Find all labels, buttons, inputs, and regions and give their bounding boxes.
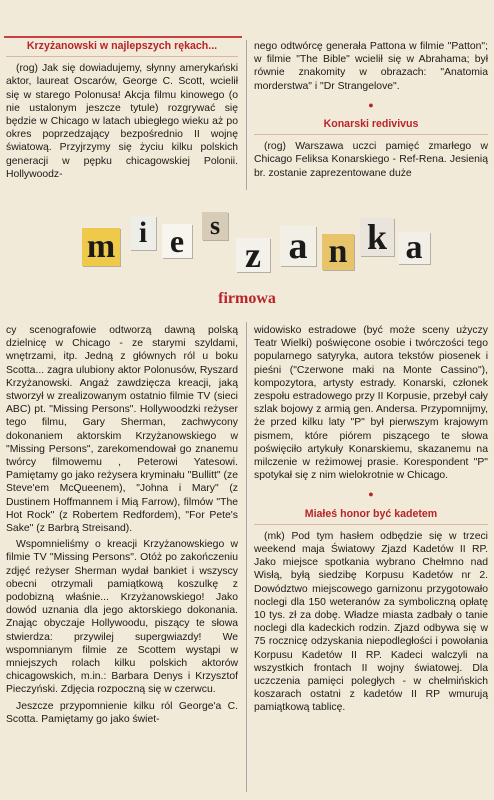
banner-letter-tile: a [280, 226, 316, 266]
column-divider-bottom [246, 322, 247, 792]
banner-letter-tile: m [82, 228, 120, 266]
section-bullet: ● [368, 99, 374, 110]
banner-letter-tile: k [360, 218, 394, 256]
banner-subtitle: firmowa [218, 290, 276, 307]
article-paragraph: cy scenografowie odtworzą dawną polską dzielnicę w Chicago - ze starymi szyldami, wnętrzami, itp. Jedną z głównych ról u boku Scotta... zagra ulubiony aktor Polonusów, Ryszard Krzyżanowski. Angaż zawdzięcza kreacji, jaką stworzył w zrealizowanym ostatnio filmie TV (sieci ABC) pt. "Missing Persons". Hollywoodzki reżyser tego filmu, Gary Sherman, zachwycony dokonaniem aktorskim Krzyżanowskiego w "Missing Persons", zarekomendował go znanemu twórcy filmowemu , Peterowi Yatesowi. Pamiętamy go jako reżysera kryminału "Bullitt" (ze Steve'em McQueenem), "Johna i Mary" (z Dustinem Hoffmannem i Mią Farrow), filmów "The Hot Rock" (z Robertem Redfordem), "For Pete's Sake" (z Barbrą Streisand). [6, 325, 238, 535]
column-divider-top [246, 40, 247, 190]
section-bullet: ● [368, 489, 374, 500]
banner-letter-tile: e [162, 224, 192, 258]
article-paragraph: (mk) Pod tym hasłem odbędzie się w trzeci weekend maja Światowy Zjazd Kadetów II RP. Jako miejsce spotkania wybrano Chełmno nad Wisłą, byłą siedzibę Korpusu Kadetów nr 2. Dowództwo miejscowego garnizonu przygotowało noclegi dla 150 weteranów za symboliczną opłatę 10 tys. zł za dobę. Władze miasta zadbały o tanie noclegi dla kadeckich rodzin. Zjazd odbywa się w 75 rocznicę odzyskania niepodległości i powołania Korpusu Kadetów II RP. Kadeci walczyli na wszystkich frontach II wojny światowej. Dla uczczenia pamięci poległych - w chełmińskich koszarach ostatni z kadetów II RP wmurują pamiątkową tablicę. [254, 530, 488, 714]
article-right-top [254, 40, 488, 180]
header-rule [4, 36, 242, 38]
article-paragraph: Jeszcze przypomnienie kilku ról George'a C. Scotta. Pamiętamy go jako świet- [6, 700, 238, 725]
article-right-bottom [254, 324, 488, 715]
banner-letter-tile: a [398, 232, 430, 264]
article-heading: Miałeś honor być kadetem [254, 508, 488, 525]
article-heading: Krzyżanowski w najlepszych rękach... [6, 40, 238, 57]
banner-letter-tile: s [202, 212, 228, 240]
article-paragraph: widowisko estradowe (być może sceny użyczy Teatr Wielki) poświęcone osobie i twórczości tego popularnego satyryka, autora tekstów piosenek i pieśni ("Czerwone maki na Monte Cassino"), kompozytora, artysty estrady. Konarski, członek zespołu estradowego przy II Korpusie, przebył cały szlak bojowy z armią gen. Andersa. Przypomnijmy, że przed kilku laty "P" był pierwszym krajowym pismem, które piórem piszącego te słowa poświęciło artykuły Konarskiemu, skazanemu na milczenie w reżimowej prasie. Korespondent "P" spotykał się z nim wielokrotnie w Chicago. [254, 325, 488, 482]
article-paragraph: nego odtwórcę generała Pattona w filmie "Patton"; w filmie "The Bible" wcielił się w Abrahama; był równie znakomity w obrazach: "Anatomia morderstwa" i "Dr Strangelove". [254, 41, 488, 92]
article-krzyzanowski-start [6, 40, 238, 181]
article-paragraph: (rog) Jak się dowiadujemy, słynny amerykański aktor, laureat Oscarów, George C. Scott, wcielił się w starego Polonusa! Akcja filmu kinowego (o nie ustalonym jeszcze tytule) rozgrywać się będzie w Chicago w latach ubiegłego wieku aż po okres poprzedzający bezpośrednio II wojnę światową. Przyjrzymy się życiu kilku polskich generacji w pępku chicagowskiej Polonii. Hollywoodz- [6, 63, 238, 180]
banner-letter-tile: n [322, 234, 354, 270]
article-krzyzanowski-continued [6, 324, 238, 726]
banner-letter-tile: i [130, 216, 156, 250]
article-paragraph: Wspomnieliśmy o kreacji Krzyżanowskiego w filmie TV "Missing Persons". Otóż po zakończeniu zdjęć reżyser Sherman wydał bankiet i wszyscy obecni otrzymali pamiątkową koszulkę z podobizną właśnie... Krzyżanowskiego! Jako dowód uznania dla jego aktorskiego dokonania. Znając obyczaje Hollywoodu, piszący te słowa stwierdza: przywilej supergwiazdy! We wspomnianym filmie ze Scottem wystąpi w mniejszych rolach kilku polskich aktorów chicagowskich, m.in.: Barbara Denys i Krzysztof Pieczyński. Zdjęcia rozpoczną się w czerwcu. [6, 539, 238, 696]
article-paragraph: (rog) Warszawa uczci pamięć zmarłego w Chicago Feliksa Konarskiego - Ref-Rena. Jesienią br. zostanie zaprezentowane duże [254, 141, 488, 179]
banner-letter-tile: z [236, 238, 270, 272]
article-heading: Konarski redivivus [254, 118, 488, 135]
